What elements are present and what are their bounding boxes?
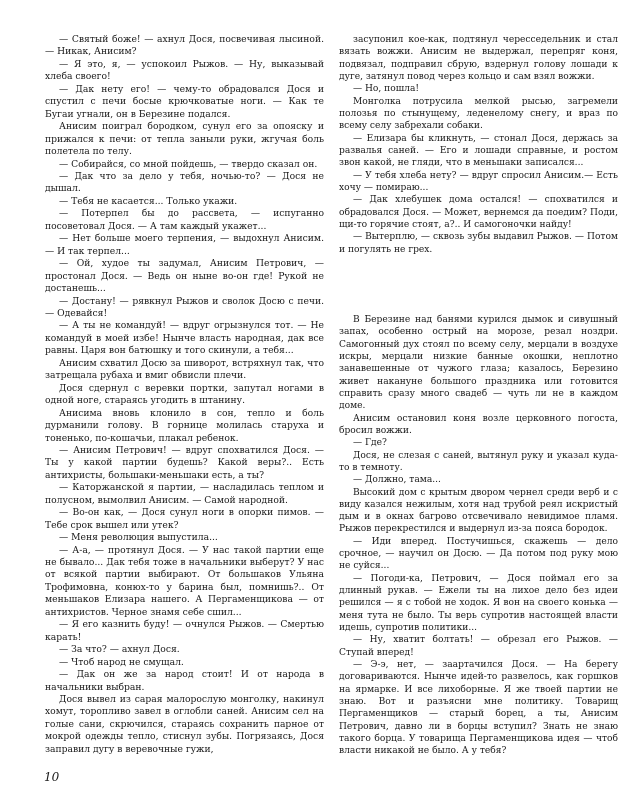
paragraph: — У тебя хлеба нету? — вдруг спросил Анисим.— Есть хочу — помираю... <box>339 170 618 193</box>
paragraph: — Э-э, нет, — заартачился Дося. — На берегу договариваются. Нынче идей-то развелось, как горшков на ярмарке. И все лихоборные. Я же твоей партии не знаю. Вот и разъясни мне политику. Товарищ Пергаменщиков — старый борец, а ты, Анисим Петрович, давно ли в борцы вступил? Знать не знаю такого борца. У товарища Пергаменщикова идея — чтоб власти никакой не было. А у тебя? <box>339 660 618 757</box>
paragraph: — Вытерплю, — сквозь зубы выдавил Рыжов. — Потом и погулять не грех. <box>339 232 618 255</box>
paragraph: — За что? — ахнул Дося. <box>59 644 180 656</box>
paragraph: Анисима вновь клонило в сон, тепло и боль дурманили голову. В горнице молилась старуха и тоненько, по-кошачьи, плакал ребенок. <box>45 407 324 444</box>
paragraph: — Святый боже! — ахнул Дося, посвечивая лысиной. — Никак, Анисим? <box>45 34 324 58</box>
page-number: 10 <box>44 770 60 784</box>
paragraph: — Анисим Петрович! — вдруг спохватился Дося. — Ты у какой партии будешь? Какой веры?.. Есть антихристы, большаки-меньшаки есть, а ты? <box>45 444 324 481</box>
paragraph: — Дак хлебушек дома остался! — спохватился и обрадовался Дося. — Может, вернемся да поедим? Поди, щи-то горячие стоят, а?.. И самогоночки найду! <box>339 195 618 230</box>
paragraph: — Меня революция выпустила... <box>59 532 218 544</box>
paragraph: Анисим поиграл бородком, сунул его за опояску и прижался к печи: от тепла заныли руки, жгучая боль полетела по телу. <box>45 121 324 158</box>
paragraph: — Собирайся, со мной пойдешь, — твердо сказал он. <box>59 158 318 170</box>
paragraph: — Ну, хватит болтать! — обрезал его Рыжов. — Ступай вперед! <box>339 635 618 658</box>
paragraph: — А ты не командуй! — вдруг огрызнулся тот. — Не командуй в моей избе! Нынче власть народная, дак все равны. Царя вон батюшку и того скинули, а тебя... <box>45 320 324 357</box>
paragraph: — Где? <box>353 438 387 449</box>
paragraph: — Должно, тама... <box>353 475 441 486</box>
paragraph: — Дак он же за народ стоит! И от народа в начальники выбран. <box>45 669 324 693</box>
right-column <box>339 34 618 758</box>
paragraph: — Во-он как, — Дося сунул ноги в опорки пимов. — Тебе срок вышел или утек? <box>45 507 324 531</box>
paragraph: — Ой, худое ты задумал, Анисим Петрович, — простонал Дося. — Ведь он ныне во-он где! Рукой не достанешь... <box>45 258 324 295</box>
paragraph: Анисим схватил Досю за шиворот, встряхнул так, что затрещала рубаха и вмиг обвисли плечи. <box>45 357 324 382</box>
paragraph: засупонил кое-как, подтянул чересседельник и стал вязать вожжи. Анисим не выдержал, перепряг коня, подвязал, подправил сбрую, вздернул голову лошади к дуге, затянул повод через кольцо и сам взял вожжи. <box>339 35 618 82</box>
paragraph: — Я его казнить буду! — очнулся Рыжов. — Смертью карать! <box>45 619 324 643</box>
paragraph: Дося сдернул с веревки портки, запутал ногами в одной ноге, стараясь угодить в штанину. <box>45 382 324 407</box>
paragraph: Дося, не слезая с саней, вытянул руку и указал куда-то в темноту. <box>339 450 618 473</box>
paragraph: — Потерпел бы до рассвета, — испуганно посоветовал Дося. — А там каждый укажет... <box>45 208 324 232</box>
paragraph: В Березине над банями курился дымок и сивушный запах, особенно острый на морозе, резал ноздри. Самогонный дух стоял по всему селу, мерцали в воздухе искры, мерцали низкие банные окошки, неплотно занавешенные от чужого глаза; казалось, Березино живет накануне большого праздника или готовится справить сразу много свадеб — чуть ли не в каждом доме. <box>339 314 618 412</box>
paragraph: — Погоди-ка, Петрович, — Дося поймал его за длинный рукав. — Ежели ты на лихое дело без идеи решился — я с тобой не ходок. Я вон на своего конька — меня тута не было. Ты верь супротив настоящей власти идешь, супротив политики... <box>339 573 618 634</box>
paragraph: — Тебя не касается... Только укажи. <box>59 195 238 207</box>
paragraph: — Чтоб народ не смущал. <box>59 656 184 668</box>
paragraph: — А-а, — протянул Дося. — У нас такой партии еще не бывало... Дак тебя тоже в начальники выберут? У нас от всякой партии выбирают. От большаков Ульяна Трофимовна, конюх-то у барина был, помнишь?.. От меньшаков Елизара нашего. А Пергаменщикова — от антихристов. Черное знамя себе сшил... <box>45 544 324 618</box>
paragraph: Анисим остановил коня возле церковного погоста, бросил вожжи. <box>339 413 618 436</box>
paragraph: Монголка потрусила мелкой рысью, загремели полозья по стынущему, леденелому снегу, и враз по всему селу забрехали собаки. <box>339 96 618 132</box>
paragraph: — Достану! — рявкнул Рыжов и сволок Досю с печи. — Одевайся! <box>45 295 324 319</box>
paragraph: — Я это, я, — успокоил Рыжов. — Ну, выказывай хлеба своего! <box>45 58 324 83</box>
paragraph: — Елизара бы кликнуть, — стонал Дося, держась за развалья саней. — Его и лошади справные, и ростом звон какой, не гляди, что в меньшаки записался... <box>339 133 618 169</box>
paragraph: Дося вывел из сарая малорослую монголку, накинул хомут, торопливо завел в оглобли саней. Анисим сел на голые сани, скрючился, стараясь сохранить парное от мокрой одежды тепло, стиснул зубы. Погрязаясь, Дося заправил дугу в веревочные гужи, <box>45 694 324 755</box>
section-break <box>339 256 618 314</box>
paragraph: — Нет больше моего терпения, — выдохнул Анисим. — И так терпел... <box>45 233 324 257</box>
paragraph: — Дак что за дело у тебя, ночью-то? — Дося не дышал. <box>45 170 324 195</box>
paragraph: — Дак нету его! — чему-то обрадовался Дося и спустил с печи босые крючковатые ноги. — Как те Бугаи угнали, он в Березине подался. <box>45 83 324 120</box>
paragraph: — Но, пошла! <box>353 84 420 95</box>
paragraph: — Иди вперед. Постучишься, скажешь — дело срочное, — научил он Досю. — Да потом под руку мою не суйся... <box>339 536 618 572</box>
paragraph: Высокий дом с крытым двором чернел среди верб и с виду казался нежилым, хотя над трубой реял искристый дым и в окнах багрово отсвечивало невидимое пламя. Рыжов перекрестился и выдернул из-за пояса бородок. <box>339 487 618 535</box>
left-column <box>45 34 324 756</box>
paragraph: — Каторжанской я партии, — насладилась теплом и полусном, вымолвил Анисим. — Самой народной. <box>45 482 324 506</box>
